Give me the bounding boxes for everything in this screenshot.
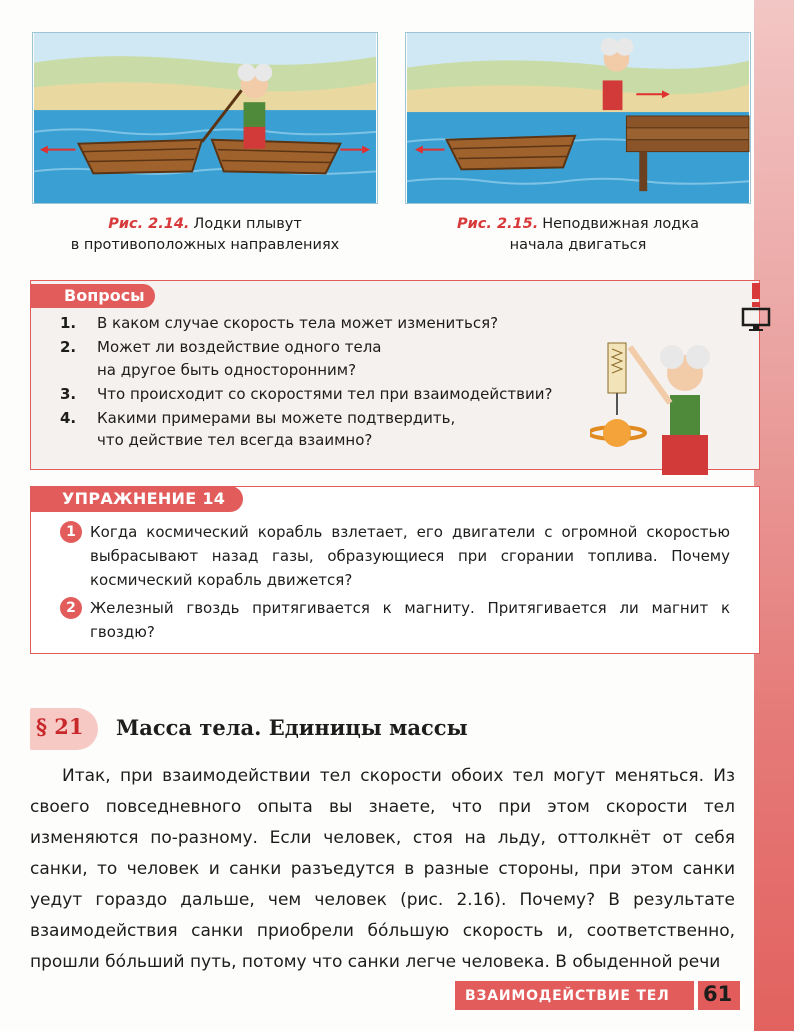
scientist-with-dynamometer-illustration [590,335,740,475]
exercise-number-badge: 1 [60,521,82,543]
body-paragraph: Итак, при взаимодействии тел скорости обоих тел могут меняться. Из своего повседневного опыта вы знаете, что при этом скорости тел изменяются по-разному. Если человек, стоя на льду, оттолкнёт от себя санки, то человек и санки разъедутся в разные стороны, при этом санки уедут гораздо дальше, чем человек (рис. 2.16). Почему? В результате взаимодействия санки приобрели бо́льшую скорость и, соответственно, прошли бо́льший путь, потому что санки легче человека. В обыденной речи [30,766,735,972]
boat-jump-illustration [406,33,750,203]
monitor-alert-icon [741,283,771,331]
section-title: Масса тела. Единицы массы [116,715,468,740]
question-number: 4. [60,408,77,427]
page-number: 61 [703,982,733,1006]
caption-text: в противоположных направлениях [70,237,340,253]
questions-list [60,312,580,453]
question-text: что действие тел всегда взаимно? [97,431,373,449]
question-text: Что происходит со скоростями тел при взаимодействии? [97,384,553,403]
caption-text: Лодки плывут [193,216,302,232]
question-item [60,336,580,381]
question-item [60,407,580,452]
exercise-text: Железный гвоздь притягивается к магниту. Притягивается ли магнит к гвоздю? [90,599,730,641]
question-text: Какими примерами вы можете подтвердить, [97,408,456,427]
figure-boat-moves [405,32,751,204]
exercise-text: Когда космический корабль взлетает, его двигатели с огромной скоростью выбрасывают назад газы, образующиеся при сгорании топлива. Почему космический корабль движется? [90,523,730,589]
exercise-item [60,596,730,644]
figure-number: Рис. 2.14. [108,216,190,232]
question-number: 3. [60,384,77,403]
figure-number: Рис. 2.15. [457,216,539,232]
question-text: на другое быть односторонним? [97,360,357,379]
side-decor-strip [754,0,794,1031]
questions-title: Вопросы [30,284,155,308]
section-number: § 21 [36,714,84,739]
chapter-title: ВЗАИМОДЕЙСТВИЕ ТЕЛ [465,988,670,1004]
question-item [60,383,580,406]
question-text: Может ли воздействие одного тела [97,338,382,356]
caption-text: Неподвижная лодка [542,216,699,232]
caption-text: начала двигаться [509,237,647,253]
figure-caption-1 [32,214,378,256]
question-item [60,312,580,335]
exercise-title: УПРАЖНЕНИЕ 14 [30,486,243,512]
question-text: В каком случае скорость тела может измениться? [97,314,499,332]
boats-illustration [33,33,377,203]
figure-boats-opposite [32,32,378,204]
exercise-item [60,520,730,592]
body-text [30,761,735,978]
figure-caption-2 [405,214,751,256]
question-number: 2. [60,338,77,356]
footer-divider [694,981,698,1010]
exercise-number-badge: 2 [60,597,82,619]
question-number: 1. [60,314,77,332]
